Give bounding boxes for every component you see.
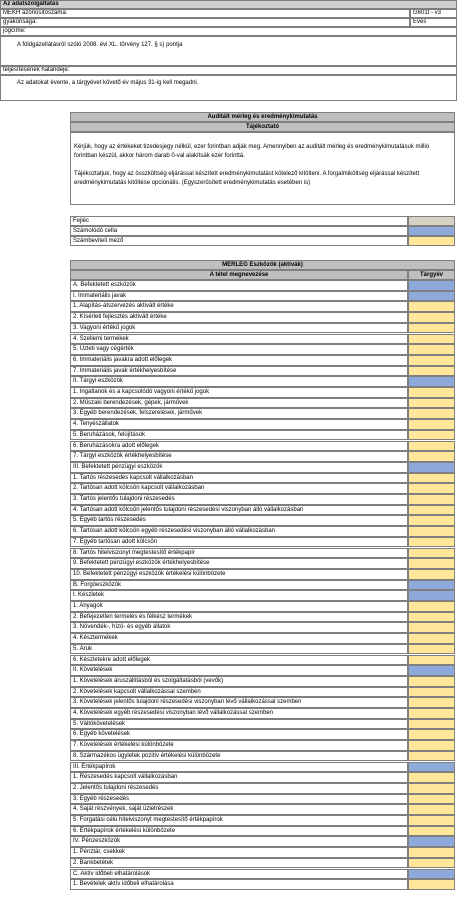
input-cell[interactable] xyxy=(408,430,455,441)
table-row-label: 5. Üzleti vagy cégérték xyxy=(70,344,408,355)
input-cell[interactable] xyxy=(408,719,455,730)
table-row-label: 3. Növendék-, hízó- és egyéb állatok xyxy=(70,622,408,633)
input-cell[interactable] xyxy=(408,526,455,537)
table-row-label: 4. Saját részvények, saját üzletrészek xyxy=(70,804,408,815)
input-cell[interactable] xyxy=(408,740,455,751)
table-row-label: 1. Tartós részesedés kapcsolt vállalkozásban xyxy=(70,473,408,484)
input-cell[interactable] xyxy=(408,783,455,794)
table-row-label: 5. Forgatási célú hitelviszonyt megtestesítő értékpapírok xyxy=(70,815,408,826)
deadline-value: Az adatokat évente, a tárgyévet követő év május 31-ig kell megadni. xyxy=(0,75,457,101)
computed-cell xyxy=(408,580,455,591)
input-cell[interactable] xyxy=(408,441,455,452)
input-cell[interactable] xyxy=(408,366,455,377)
mekh-value: G601t - v3 xyxy=(410,9,457,18)
input-cell[interactable] xyxy=(408,483,455,494)
legal-label: jogcíme: xyxy=(0,27,457,36)
legend-swatch xyxy=(408,226,455,236)
table-row-label: II. Követelések xyxy=(70,665,408,676)
table-row-label: 2. Kísérleti fejlesztés aktivált értéke xyxy=(70,312,408,323)
input-cell[interactable] xyxy=(408,537,455,548)
computed-cell xyxy=(408,280,455,291)
input-cell[interactable] xyxy=(408,548,455,559)
input-cell[interactable] xyxy=(408,387,455,398)
table-row-label: III. Befektetett pénzügyi eszközök xyxy=(70,462,408,473)
legend-swatch xyxy=(408,236,455,246)
computed-cell xyxy=(408,836,455,847)
input-cell[interactable] xyxy=(408,815,455,826)
input-cell[interactable] xyxy=(408,697,455,708)
input-cell[interactable] xyxy=(408,494,455,505)
table-row-label: 6. Beruházásokra adott előlegek xyxy=(70,441,408,452)
input-cell[interactable] xyxy=(408,708,455,719)
computed-cell xyxy=(408,665,455,676)
table-row-label: 7. Immateriális javak értékhelyesbítése xyxy=(70,366,408,377)
table-row-label: 1. Részesedés kapcsolt vállalkozásban xyxy=(70,772,408,783)
table-row-label: 2. Műszaki berendezések, gépek, járművek xyxy=(70,398,408,409)
col-header-name: A tétel megnevezése xyxy=(70,270,408,280)
input-cell[interactable] xyxy=(408,569,455,580)
input-cell[interactable] xyxy=(408,794,455,805)
input-cell[interactable] xyxy=(408,804,455,815)
input-cell[interactable] xyxy=(408,473,455,484)
table-row-label: 1. Követelések áruszállításból és szolgáltatásból (vevők) xyxy=(70,676,408,687)
table-row-label: 7. Követelések értékelési különbözete xyxy=(70,740,408,751)
table-row-label: 6. Tartósan adott kölcsön egyéb részesedési viszonyban álló vállalkozásban xyxy=(70,526,408,537)
table-row-label: 6. Immateriális javakra adott előlegek xyxy=(70,355,408,366)
computed-cell xyxy=(408,762,455,773)
table-row-label: 4. Követelések egyéb részesedési viszonyban lévő vállalkozással szemben xyxy=(70,708,408,719)
input-cell[interactable] xyxy=(408,847,455,858)
table-row-label: 7. Tárgyi eszközök értékhelyesbítése xyxy=(70,451,408,462)
table-row-label: III. Értékpapírok xyxy=(70,762,408,773)
table-row-label: C. Aktív időbeli elhatárolások xyxy=(70,869,408,880)
input-cell[interactable] xyxy=(408,676,455,687)
table-row-label: 2. Jelentős tulajdoni részesedés xyxy=(70,783,408,794)
input-cell[interactable] xyxy=(408,398,455,409)
table-row-label: 3. Vagyoni értékű jogok xyxy=(70,323,408,334)
info-paragraph-2: Tájékoztatjuk, hogy az összköltség eljárással készített eredménykimutatást kötelező kitölteni. A forgalmiköltség eljárással készített eredménykimutatás kitöltése opcionális. (Egyszerűsített eredménykimutatás esetében is) xyxy=(74,171,420,186)
input-cell[interactable] xyxy=(408,355,455,366)
table-row-label: 6. Készletekre adott előlegek xyxy=(70,655,408,666)
input-cell[interactable] xyxy=(408,687,455,698)
input-cell[interactable] xyxy=(408,655,455,666)
mekh-label: MEKH azonosítószáma: xyxy=(0,9,410,18)
table-row-label: 4. Tartósan adott kölcsön jelentős tulajdoni részesedési viszonyban álló vállalkozásban xyxy=(70,505,408,516)
input-cell[interactable] xyxy=(408,334,455,345)
input-cell[interactable] xyxy=(408,751,455,762)
input-cell[interactable] xyxy=(408,505,455,516)
input-cell[interactable] xyxy=(408,826,455,837)
info-body xyxy=(70,132,455,205)
input-cell[interactable] xyxy=(408,515,455,526)
input-cell[interactable] xyxy=(408,344,455,355)
input-cell[interactable] xyxy=(408,301,455,312)
input-cell[interactable] xyxy=(408,633,455,644)
table-row-label: A. Befektetett eszközök xyxy=(70,280,408,291)
computed-cell xyxy=(408,462,455,473)
input-cell[interactable] xyxy=(408,729,455,740)
input-cell[interactable] xyxy=(408,312,455,323)
table-row-label: IV. Pénzeszközök xyxy=(70,836,408,847)
input-cell[interactable] xyxy=(408,419,455,430)
table-row-label: 5. Áruk xyxy=(70,644,408,655)
table-row-label: 1. Ingatlanok és a kapcsolódó vagyoni értékű jogok xyxy=(70,387,408,398)
table-row-label: II. Tárgyi eszközök xyxy=(70,376,408,387)
table-row-label: 2. Tartósan adott kölcsön kapcsolt vállalkozásban xyxy=(70,483,408,494)
table-row-label: 3. Tartós jelentős tulajdoni részesedés xyxy=(70,494,408,505)
table-row-label: 3. Egyéb berendezések, felszerelések, járművek xyxy=(70,408,408,419)
table-row-label: 4. Tenyészállatok xyxy=(70,419,408,430)
input-cell[interactable] xyxy=(408,558,455,569)
input-cell[interactable] xyxy=(408,601,455,612)
table-row-label: 2. Befejezetlen termelés és félkész termékek xyxy=(70,612,408,623)
info-title: Auditált mérleg és eredménykimutatás xyxy=(70,112,455,122)
legend-label: Fejléc xyxy=(70,216,408,226)
table-row-label: 1. Bevételek aktív időbeli elhatárolása xyxy=(70,879,408,890)
freq-label: gyakorisága: xyxy=(0,18,410,27)
input-cell[interactable] xyxy=(408,879,455,890)
input-cell[interactable] xyxy=(408,622,455,633)
table-row-label: 3. Követelések jelentős tulajdoni részesedési viszonyban lévő vállalkozással szemben xyxy=(70,697,408,708)
input-cell[interactable] xyxy=(408,451,455,462)
computed-cell xyxy=(408,291,455,302)
table-row-label: 1. Alapítás-átszervezés aktivált értéke xyxy=(70,301,408,312)
table-row-label: 5. Egyéb tartós részesedés xyxy=(70,515,408,526)
computed-cell xyxy=(408,869,455,880)
legend-label: Számolódó cella xyxy=(70,226,408,236)
input-cell[interactable] xyxy=(408,612,455,623)
deadline-label: teljesítésének határideje: xyxy=(0,66,457,75)
table-row-label: I. Készletek xyxy=(70,590,408,601)
input-cell[interactable] xyxy=(408,772,455,783)
table-row-label: 4. Késztermékek xyxy=(70,633,408,644)
table-row-label: 9. Befektetett pénzügyi eszközök értékhelyesbítése xyxy=(70,558,408,569)
table-row-label: 5. Beruházások, felújítások xyxy=(70,430,408,441)
table-row-label: 6. Egyéb követelések xyxy=(70,729,408,740)
table-row-label: 10. Befektetett pénzügyi eszközök értékelési különbözete xyxy=(70,569,408,580)
computed-cell xyxy=(408,376,455,387)
table-row-label: 2. Bankbetétek xyxy=(70,858,408,869)
section-title: Az adatszolgáltatás xyxy=(0,0,457,9)
table-row-label: 4. Szellemi termékek xyxy=(70,334,408,345)
freq-value: Éves xyxy=(410,18,457,27)
input-cell[interactable] xyxy=(408,858,455,869)
input-cell[interactable] xyxy=(408,323,455,334)
table-row-label: 8. Tartós hitelviszonyt megtestesítő értékpapír xyxy=(70,548,408,559)
input-cell[interactable] xyxy=(408,644,455,655)
info-paragraph-1: Kérjük, hogy az értékeket tizedesjegy nélkül, ezer forintban adják meg. Amennyiben az auditált mérleg és eredménykimutatásuk millió forintban készül, akkor három darab 0-val alakítsák ezer forinttá. xyxy=(74,144,430,159)
table-row-label: 6. Értékpapírok értékelési különbözete xyxy=(70,826,408,837)
table-row-label: B. Forgóeszközök xyxy=(70,580,408,591)
info-subtitle: Tájékoztató xyxy=(70,122,455,132)
table-row-label: 7. Egyéb tartósan adott kölcsön xyxy=(70,537,408,548)
col-header-year: Tárgyév xyxy=(408,270,455,280)
legend-swatch xyxy=(408,216,455,226)
table-row-label: 5. Váltókövetelések xyxy=(70,719,408,730)
table-row-label: 1. Anyagok xyxy=(70,601,408,612)
table-row-label: 8. Származékos ügyletek pozitív értékelési különbözete xyxy=(70,751,408,762)
input-cell[interactable] xyxy=(408,408,455,419)
table-row-label: I. Immateriális javak xyxy=(70,291,408,302)
legal-value: A földgázellátásról szóló 2008. évi XL. törvény 127. § s) pontja xyxy=(0,36,457,66)
table-row-label: 1. Pénztár, csekkek xyxy=(70,847,408,858)
legend-label: Számbeviteli mező xyxy=(70,236,408,246)
table-title: MÉRLEG Eszközök (aktívák) xyxy=(70,260,455,270)
table-row-label: 3. Egyéb részesedés xyxy=(70,794,408,805)
computed-cell xyxy=(408,590,455,601)
table-row-label: 2. Követelések kapcsolt vállalkozással szemben xyxy=(70,687,408,698)
